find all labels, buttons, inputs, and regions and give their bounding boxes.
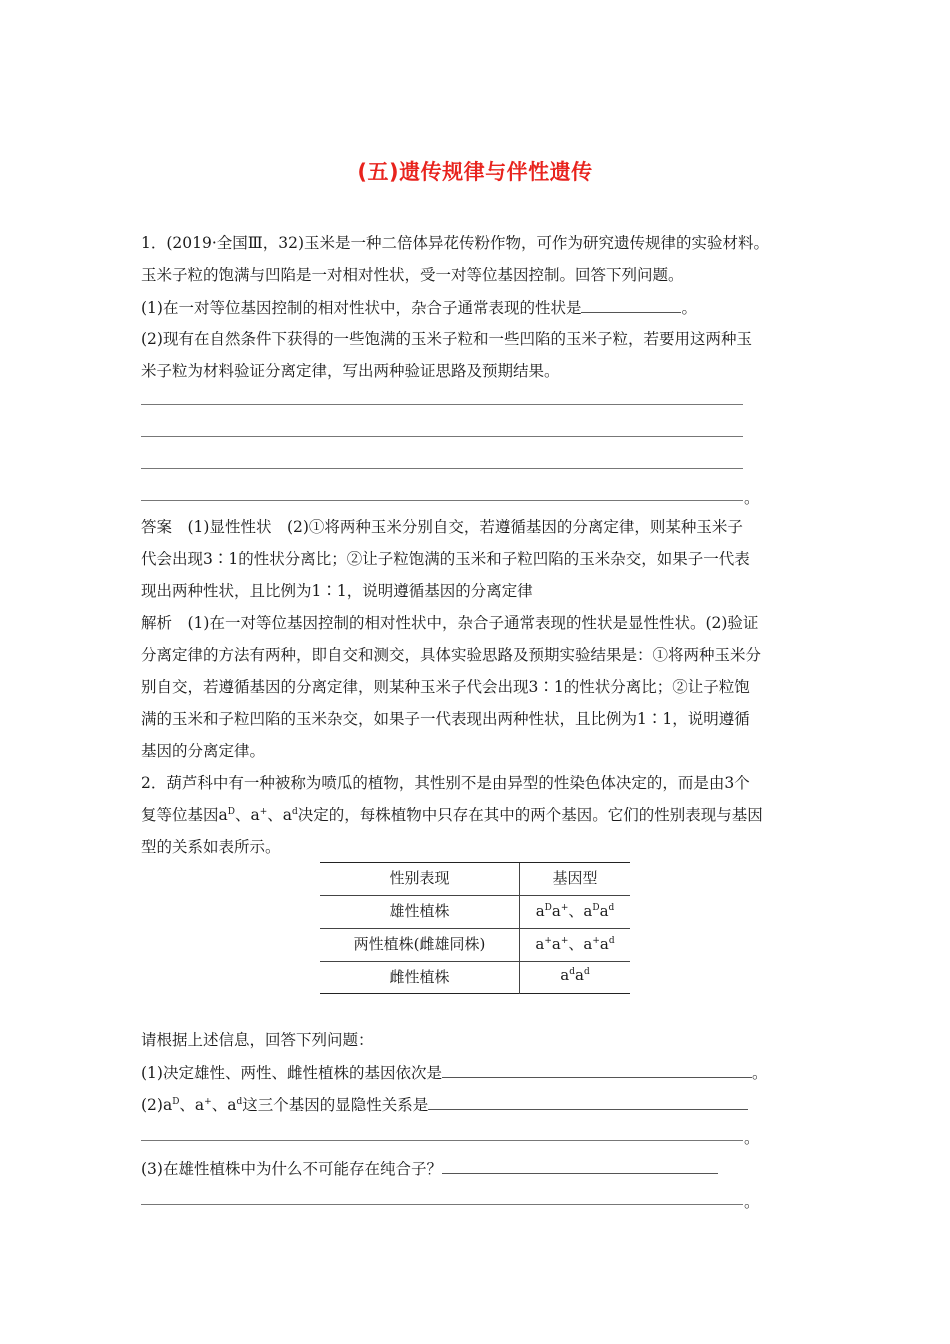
q2-sup: d	[292, 807, 298, 817]
analysis-line1: 解析 (1)在一对等位基因控制的相对性状中，杂合子通常表现的性状是显性性状。(2)验证	[141, 614, 759, 632]
analysis-line5: 基因的分离定律。	[141, 742, 266, 760]
table-top-rule	[320, 862, 630, 863]
q2-text: 复等位基因a	[141, 806, 228, 824]
q1-answer-end: 。	[744, 489, 760, 507]
answer-line2: 代会出现3∶1的性状分离比；②让子粒饱满的玉米和子粒凹陷的玉米杂交，如果子一代表	[141, 550, 750, 568]
q2-text: 、a	[267, 806, 293, 824]
answer-blank-line[interactable]	[141, 500, 743, 501]
q2-text: 决定的，每株植物中只存在其中的两个基因。它们的性别表现与基因	[297, 806, 763, 824]
q2-sub1-end: 。	[751, 1064, 768, 1082]
answer-blank-line[interactable]	[141, 468, 743, 469]
genotype-table	[320, 862, 630, 994]
q2-sub3	[141, 1158, 718, 1179]
q2-text: (2)a	[141, 1096, 173, 1114]
q2-sup: +	[259, 807, 268, 817]
table-cell-genotype: a+a+、$a^+a^d$	[535, 935, 615, 953]
q1-stem-line1: 1．(2019·全国Ⅲ，32)玉米是一种二倍体异花传粉作物，可作为研究遗传规律的实验材料。	[141, 234, 770, 252]
q2-text: 、a	[179, 1096, 205, 1114]
table-header-sex: 性别表现	[389, 869, 450, 887]
q1-stem-line2: 玉米子粒的饱满与凹陷是一对相对性状，受一对等位基因控制。回答下列问题。	[141, 266, 684, 284]
table-cell-genotype: $a^Da^+$、$a^Da^d$	[535, 902, 615, 920]
analysis-line2: 分离定律的方法有两种，即自交和测交，具体实验思路及预期实验结果是：①将两种玉米分	[141, 646, 762, 664]
answer-blank-line[interactable]	[141, 436, 743, 437]
q2-sup: D	[172, 1097, 180, 1107]
q1-sub1-end: 。	[681, 299, 697, 317]
q2-stem-line1: 2．葫芦科中有一种被称为喷瓜的植物，其性别不是由异型的性染色体决定的，而是由3个	[141, 774, 750, 792]
q1-sub1-blank[interactable]	[581, 297, 681, 313]
q2-sub1	[141, 1062, 767, 1083]
q2-prompt: 请根据上述信息，回答下列问题：	[141, 1031, 374, 1049]
q1-sub1	[141, 297, 697, 318]
q2-sub2	[141, 1094, 748, 1115]
answer-blank-line[interactable]	[141, 1204, 743, 1205]
q2-sub3-text: (3)在雄性植株中为什么不可能存在纯合子？	[141, 1160, 442, 1178]
table-row-rule	[320, 961, 630, 962]
analysis-line4: 满的玉米和子粒凹陷的玉米杂交，如果子一代表现出两种性状，且比例为1∶1，说明遵循	[141, 710, 750, 728]
analysis-line3: 别自交，若遵循基因的分离定律，则某种玉米子代会出现3∶1的性状分离比；②让子粒饱	[141, 678, 750, 696]
q2-sup: d	[236, 1097, 243, 1107]
table-bottom-rule	[320, 993, 630, 994]
q2-text: 这三个基因的显隐性关系是	[242, 1096, 429, 1114]
q2-sub2-blank[interactable]	[428, 1094, 748, 1110]
table-header-genotype: 基因型	[552, 869, 598, 887]
q1-sub2-line1: (2)现有在自然条件下获得的一些饱满的玉米子粒和一些凹陷的玉米子粒，若要用这两种玉	[141, 330, 752, 348]
q2-stem-line3: 型的关系如表所示。	[141, 838, 281, 856]
q2-text: 、a	[211, 1096, 237, 1114]
q2-sup: D	[227, 807, 235, 817]
table-row-rule	[320, 895, 630, 896]
q2-text: 、a	[234, 806, 260, 824]
table-cell-genotype: $a^da^d$	[560, 966, 590, 984]
q2-sup: +	[204, 1097, 212, 1107]
table-cell-sex: 两性植株(雌雄同株)	[353, 935, 486, 953]
q2-sub1-text: (1)决定雄性、两性、雌性植株的基因依次是	[141, 1064, 442, 1082]
table-row-rule	[320, 928, 630, 929]
q2-sub1-blank[interactable]	[442, 1062, 752, 1078]
table-cell-sex: 雄性植株	[389, 902, 450, 920]
table-cell-sex: 雌性植株	[389, 968, 450, 986]
q2-stem-line2	[141, 805, 763, 825]
page-title: (五)遗传规律与伴性遗传	[357, 160, 593, 184]
answer-blank-line[interactable]	[141, 1140, 743, 1141]
q1-sub2-line2: 米子粒为材料验证分离定律，写出两种验证思路及预期结果。	[141, 362, 560, 380]
q2-sub3-end: 。	[744, 1193, 760, 1211]
q2-sub2-end: 。	[744, 1129, 760, 1147]
q1-sub1-text: (1)在一对等位基因控制的相对性状中，杂合子通常表现的性状是	[141, 299, 582, 317]
q2-sub3-blank[interactable]	[442, 1158, 718, 1174]
answer-blank-line[interactable]	[141, 404, 743, 405]
answer-line3: 现出两种性状，且比例为1∶1，说明遵循基因的分离定律	[141, 582, 533, 600]
answer-line1: 答案 (1)显性性状 (2)①将两种玉米分别自交，若遵循基因的分离定律，则某种玉米子	[141, 518, 743, 536]
